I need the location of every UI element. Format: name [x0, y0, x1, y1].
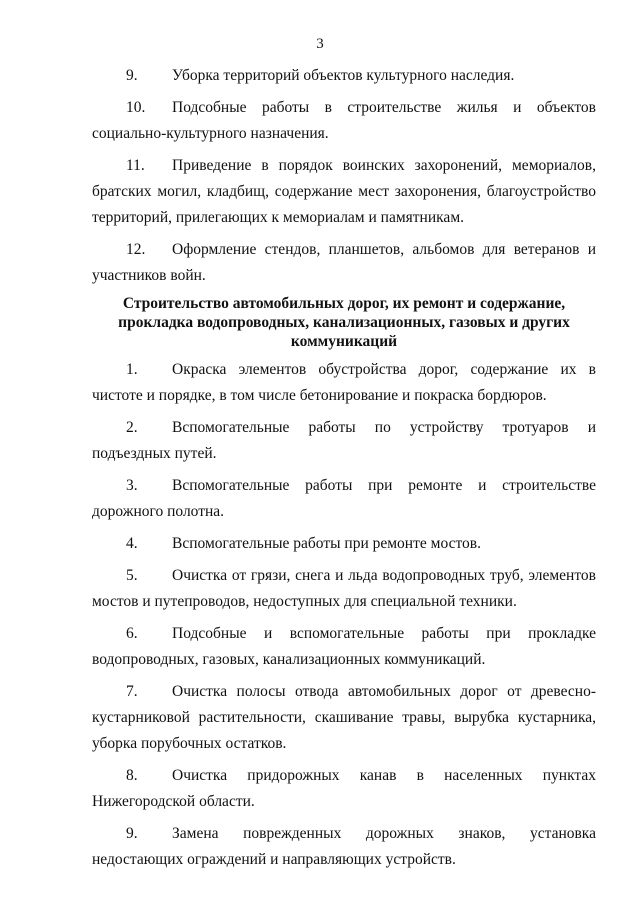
item-number: 9. — [126, 825, 138, 842]
list-item — [92, 763, 596, 815]
item-number: 6. — [126, 625, 138, 642]
item-number: 7. — [126, 683, 138, 700]
list-item — [92, 473, 596, 525]
item-number: 11. — [126, 157, 145, 174]
page-number: 3 — [316, 36, 324, 52]
item-text: Замена поврежденных дорожных знаков, установка недостающих ограждений и направляющих устройств. — [92, 825, 596, 868]
item-text: Очистка от грязи, снега и льда водопроводных труб, элементов мостов и путепроводов, недоступных для специальной техники. — [92, 567, 596, 610]
item-text: Приведение в порядок воинских захоронений, мемориалов, братских могил, кладбищ, содержание мест захоронения, благоустройство территорий, прилегающих к мемориалам и памятникам. — [92, 157, 596, 226]
list-item — [92, 95, 596, 147]
list-bottom — [92, 357, 596, 879]
item-text: Вспомогательные работы при ремонте и строительстве дорожного полотна. — [92, 477, 596, 520]
item-number: 10. — [126, 99, 146, 116]
list-top — [92, 63, 596, 295]
item-text: Подсобные работы в строительстве жилья и объектов социально-культурного назначения. — [92, 99, 596, 142]
item-text: Очистка придорожных канав в населенных пунктах Нижегородской области. — [92, 767, 596, 810]
item-number: 9. — [126, 67, 138, 84]
list-item — [92, 531, 596, 557]
list-item — [92, 237, 596, 289]
list-item — [92, 679, 596, 757]
section-heading: Строительство автомобильных дорог, их ремонт и содержание, прокладка водопроводных, канализационных, газовых и других коммуникаций — [118, 295, 570, 350]
item-text: Оформление стендов, планшетов, альбомов для ветеранов и участников войн. — [92, 241, 596, 284]
list-item — [92, 821, 596, 873]
list-item — [92, 415, 596, 467]
item-number: 1. — [126, 361, 138, 378]
list-item — [92, 563, 596, 615]
list-item — [92, 63, 596, 89]
item-number: 8. — [126, 767, 138, 784]
item-number: 12. — [126, 241, 146, 258]
item-number: 4. — [126, 535, 138, 552]
item-text: Вспомогательные работы по устройству тротуаров и подъездных путей. — [92, 419, 596, 462]
list-item — [92, 621, 596, 673]
list-item — [92, 153, 596, 231]
item-text: Вспомогательные работы при ремонте мостов. — [172, 535, 481, 552]
item-number: 5. — [126, 567, 138, 584]
item-number: 3. — [126, 477, 138, 494]
item-text: Уборка территорий объектов культурного наследия. — [172, 67, 515, 84]
item-text: Окраска элементов обустройства дорог, содержание их в чистоте и порядке, в том числе бетонирование и покраска бордюров. — [92, 361, 596, 404]
item-number: 2. — [126, 419, 138, 436]
list-item — [92, 357, 596, 409]
item-text: Подсобные и вспомогательные работы при прокладке водопроводных, газовых, канализационных коммуникаций. — [92, 625, 596, 668]
item-text: Очистка полосы отвода автомобильных дорог от древесно-кустарниковой растительности, скашивание травы, вырубка кустарника, уборка порубочных остатков. — [92, 683, 596, 752]
